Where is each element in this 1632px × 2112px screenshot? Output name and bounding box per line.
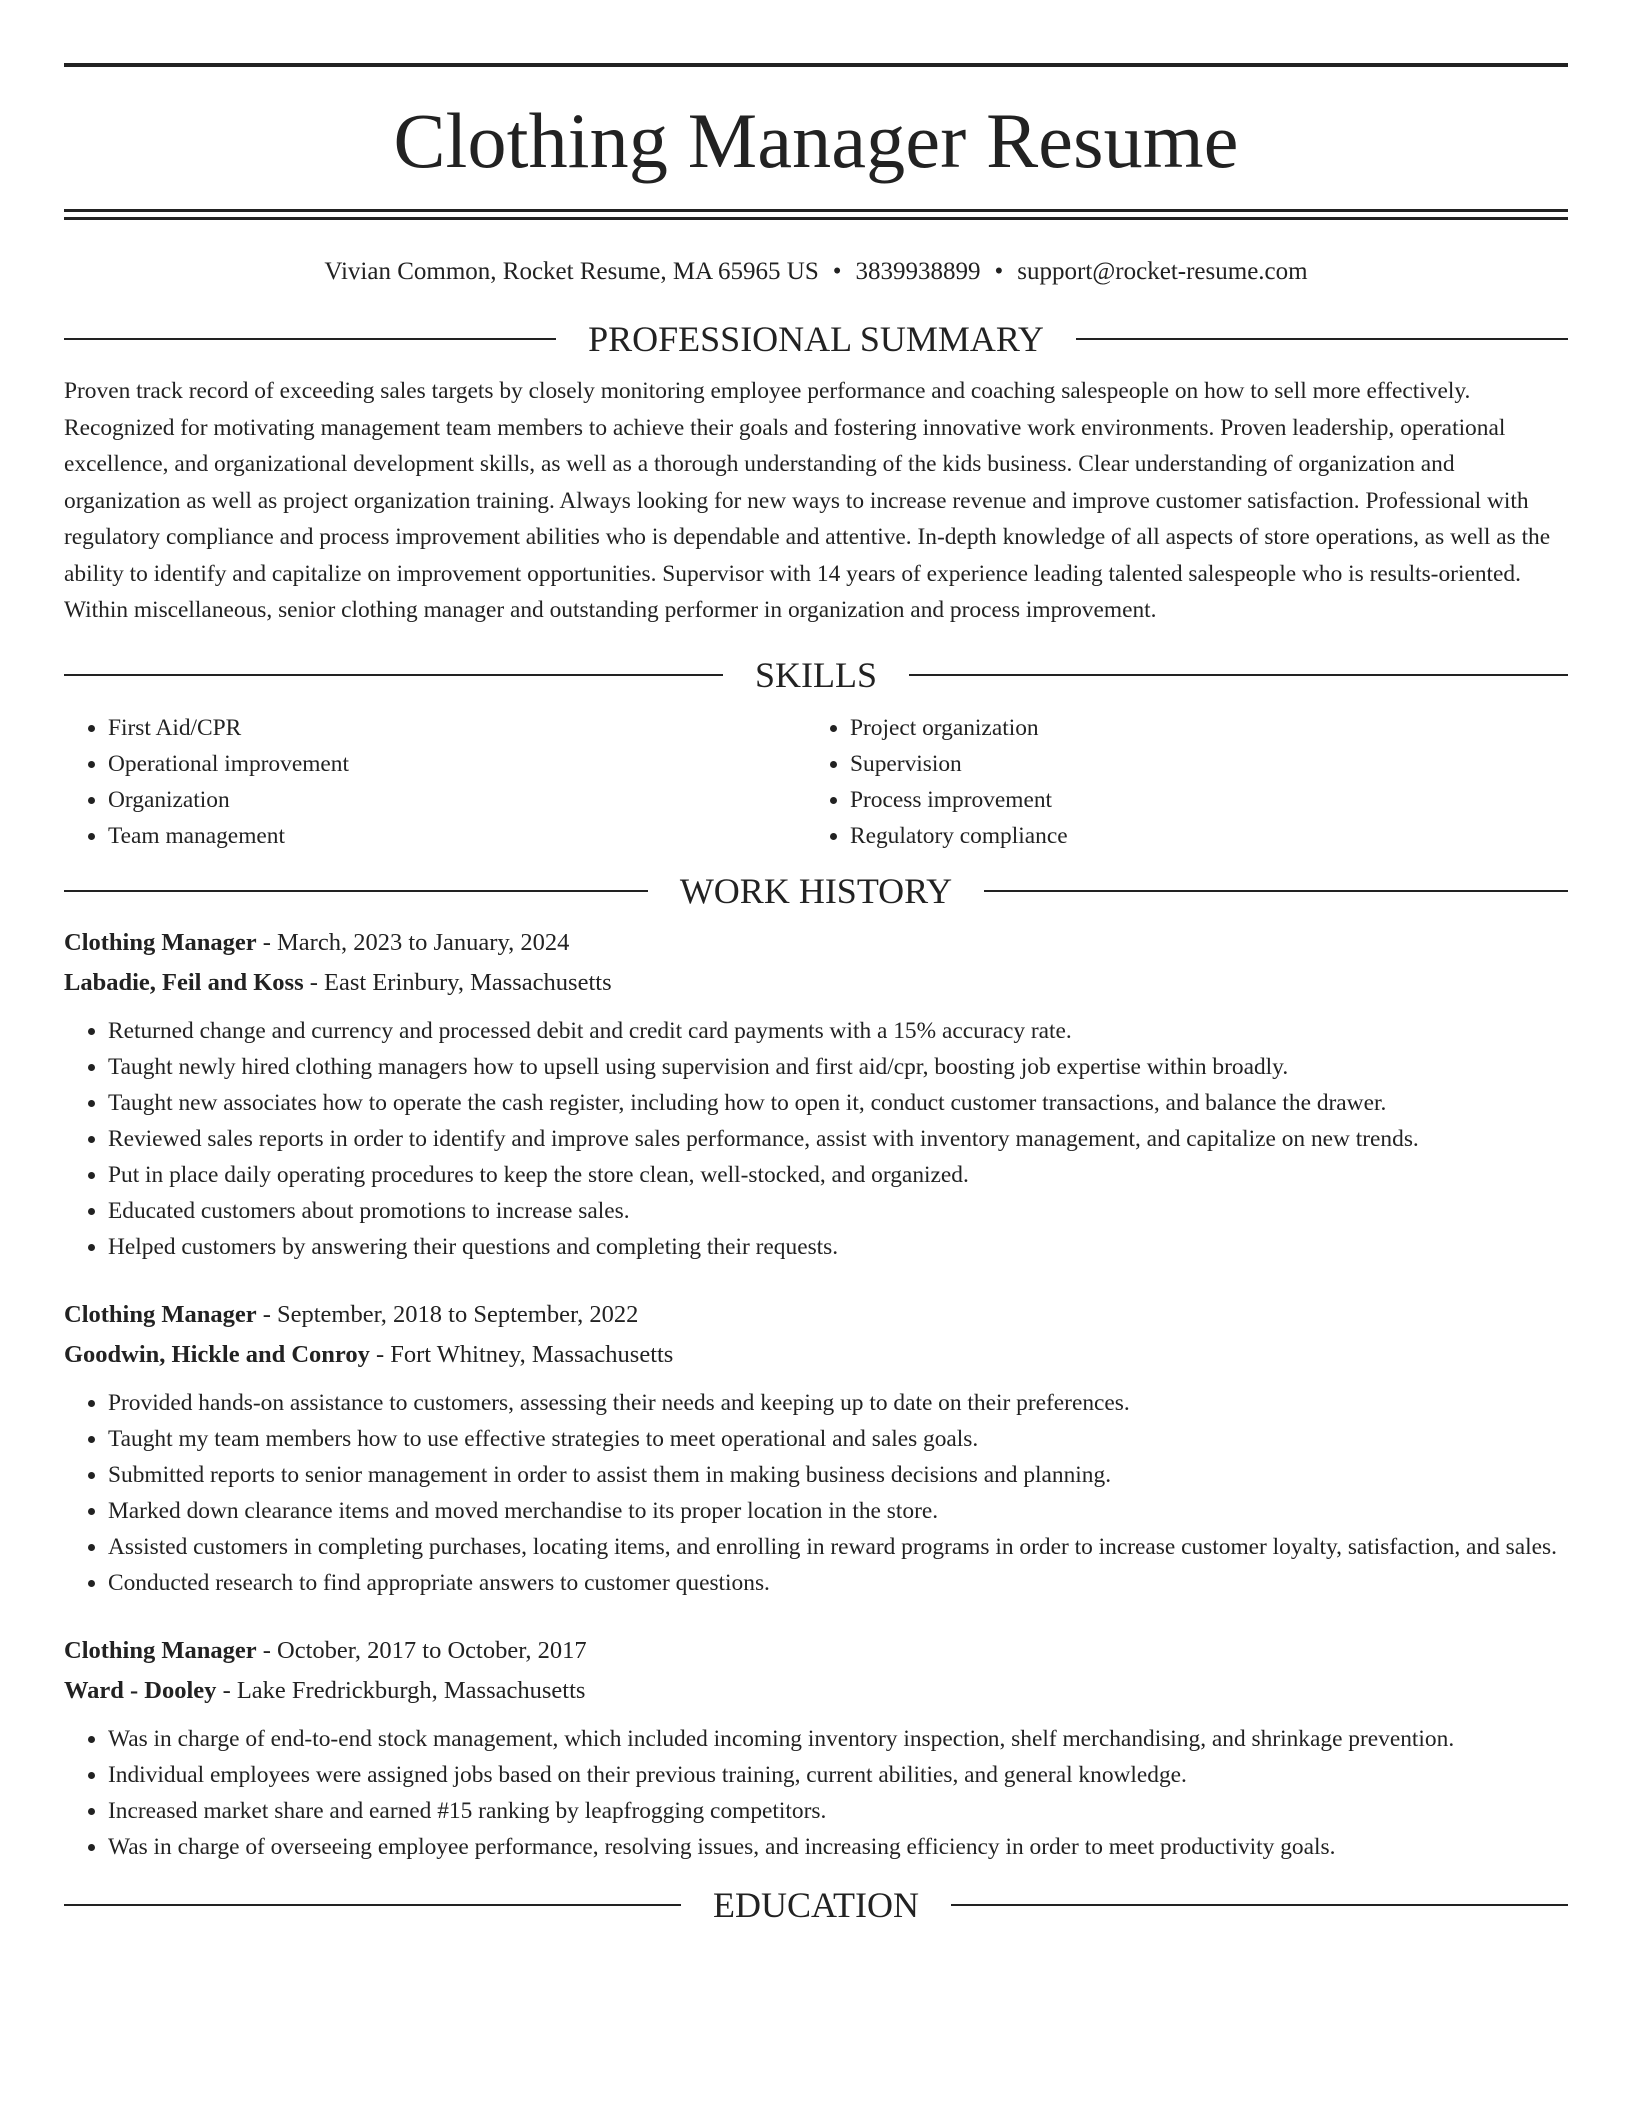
heading-rule-right	[909, 674, 1568, 676]
skills-column-left	[64, 710, 806, 854]
job-title-line	[64, 1631, 1568, 1671]
job-duty: • Educated customers about promotions to increase sales.	[108, 1193, 1568, 1229]
skill-item: • Process improvement	[850, 782, 1548, 818]
contact-separator: •	[832, 258, 842, 285]
job-duty: • Returned change and currency and processed debit and credit card payments with a 15% accuracy rate.	[108, 1013, 1568, 1049]
heading-rule-left	[64, 890, 648, 892]
contact-separator: •	[994, 258, 1004, 285]
job-duty: • Marked down clearance items and moved merchandise to its proper location in the store.	[108, 1493, 1568, 1529]
job-duties	[64, 1721, 1568, 1865]
skills-heading-label: SKILLS	[755, 654, 878, 695]
job-company: Ward - Dooley	[64, 1676, 217, 1704]
job-company-line	[64, 1335, 1568, 1375]
job-duty: • Taught new associates how to operate the cash register, including how to open it, conduct customer transactions, and balance the drawer.	[108, 1085, 1568, 1121]
job-dates: - March, 2023 to January, 2024	[256, 928, 570, 956]
skill-item: • Project organization	[850, 710, 1548, 746]
job-duty: • Taught newly hired clothing managers how to upsell using supervision and first aid/cpr, boosting job expertise within broadly.	[108, 1049, 1568, 1085]
job-entry	[64, 1295, 1568, 1601]
work-history-heading-label: WORK HISTORY	[679, 870, 953, 911]
skills-heading	[64, 655, 1568, 695]
job-dates: - September, 2018 to September, 2022	[256, 1300, 639, 1328]
job-duty: • Assisted customers in completing purchases, locating items, and enrolling in reward programs in order to increase customer loyalty, satisfaction, and sales.	[108, 1529, 1568, 1565]
contact-phone: 3839938899	[855, 258, 981, 285]
job-title: Clothing Manager	[64, 1300, 257, 1328]
job-duty: • Provided hands-on assistance to customers, assessing their needs and keeping up to date on their preferences.	[108, 1385, 1568, 1421]
skill-item: • Operational improvement	[108, 746, 806, 782]
job-duty: • Individual employees were assigned jobs based on their previous training, current abilities, and general knowledge.	[108, 1757, 1568, 1793]
job-entry	[64, 1631, 1568, 1865]
education-heading-label: EDUCATION	[713, 1884, 919, 1925]
summary-heading-label: PROFESSIONAL SUMMARY	[588, 319, 1044, 359]
job-company-line	[64, 1671, 1568, 1711]
contact-email[interactable]: support@rocket-resume.com	[1017, 258, 1308, 285]
job-title: Clothing Manager	[64, 1636, 257, 1664]
job-company: Goodwin, Hickle and Conroy	[64, 1340, 370, 1368]
job-title-line	[64, 923, 1568, 963]
job-company: Labadie, Feil and Koss	[64, 968, 304, 996]
skill-item: • First Aid/CPR	[108, 710, 806, 746]
heading-rule-left	[64, 674, 723, 676]
skills-column-right	[806, 710, 1548, 854]
job-duties	[64, 1385, 1568, 1601]
job-duty: • Taught my team members how to use effective strategies to meet operational and sales goals.	[108, 1421, 1568, 1457]
job-entry	[64, 923, 1568, 1265]
job-duty: • Reviewed sales reports in order to identify and improve sales performance, assist with inventory management, and capitalize on new trends.	[108, 1121, 1568, 1157]
skill-item: • Team management	[108, 818, 806, 854]
job-location: - Lake Fredrickburgh, Massachusetts	[216, 1676, 586, 1704]
work-history-heading	[64, 871, 1568, 911]
contact-line	[64, 257, 1568, 287]
skill-item: • Supervision	[850, 746, 1548, 782]
skill-item: • Organization	[108, 782, 806, 818]
job-duty: • Submitted reports to senior management in order to assist them in making business decisions and planning.	[108, 1457, 1568, 1493]
heading-rule-right	[1076, 338, 1568, 340]
job-company-line	[64, 963, 1568, 1003]
contact-address: Vivian Common, Rocket Resume, MA 65965 US	[324, 258, 819, 285]
job-location: - East Erinbury, Massachusetts	[303, 968, 612, 996]
job-duty: • Was in charge of end-to-end stock management, which included incoming inventory inspection, shelf merchandising, and shrinkage prevention.	[108, 1721, 1568, 1757]
title-top-rule	[64, 63, 1568, 67]
summary-heading	[64, 319, 1568, 359]
summary-text: Proven track record of exceeding sales targets by closely monitoring employee performance and coaching salespeople on how to sell more effectively. Recognized for motivating management team members to achieve their goals and fostering innovative work environments. Proven leadership, operational excellence, and organizational development skills, as well as a thorough understanding of the kids business. Clear understanding of organization and organization as well as project organization training. Always looking for new ways to increase revenue and improve customer satisfaction. Professional with regulatory compliance and process improvement abilities who is dependable and attentive. In-depth knowledge of all aspects of store operations, as well as the ability to identify and capitalize on improvement opportunities. Supervisor with 14 years of experience leading talented salespeople who is results-oriented. Within miscellaneous, senior clothing manager and outstanding performer in organization and process improvement.	[64, 378, 1551, 623]
heading-rule-right	[951, 1904, 1568, 1906]
title-double-rule	[64, 209, 1568, 220]
job-duties	[64, 1013, 1568, 1265]
job-title-line	[64, 1295, 1568, 1335]
resume-title: Clothing Manager Resume	[393, 97, 1239, 184]
job-location: - Fort Whitney, Massachusetts	[369, 1340, 674, 1368]
education-heading	[64, 1885, 1568, 1925]
skills-list	[64, 710, 1568, 854]
job-duty: • Conducted research to find appropriate answers to customer questions.	[108, 1565, 1568, 1601]
resume-page	[64, 0, 1568, 1925]
job-duty: • Helped customers by answering their questions and completing their requests.	[108, 1229, 1568, 1265]
job-title: Clothing Manager	[64, 928, 257, 956]
job-duty: • Increased market share and earned #15 ranking by leapfrogging competitors.	[108, 1793, 1568, 1829]
heading-rule-left	[64, 338, 556, 340]
job-duty: • Was in charge of overseeing employee performance, resolving issues, and increasing efficiency in order to meet productivity goals.	[108, 1829, 1568, 1865]
job-duty: • Put in place daily operating procedures to keep the store clean, well-stocked, and organized.	[108, 1157, 1568, 1193]
job-dates: - October, 2017 to October, 2017	[256, 1636, 587, 1664]
heading-rule-left	[64, 1904, 681, 1906]
heading-rule-right	[984, 890, 1568, 892]
skill-item: • Regulatory compliance	[850, 818, 1548, 854]
